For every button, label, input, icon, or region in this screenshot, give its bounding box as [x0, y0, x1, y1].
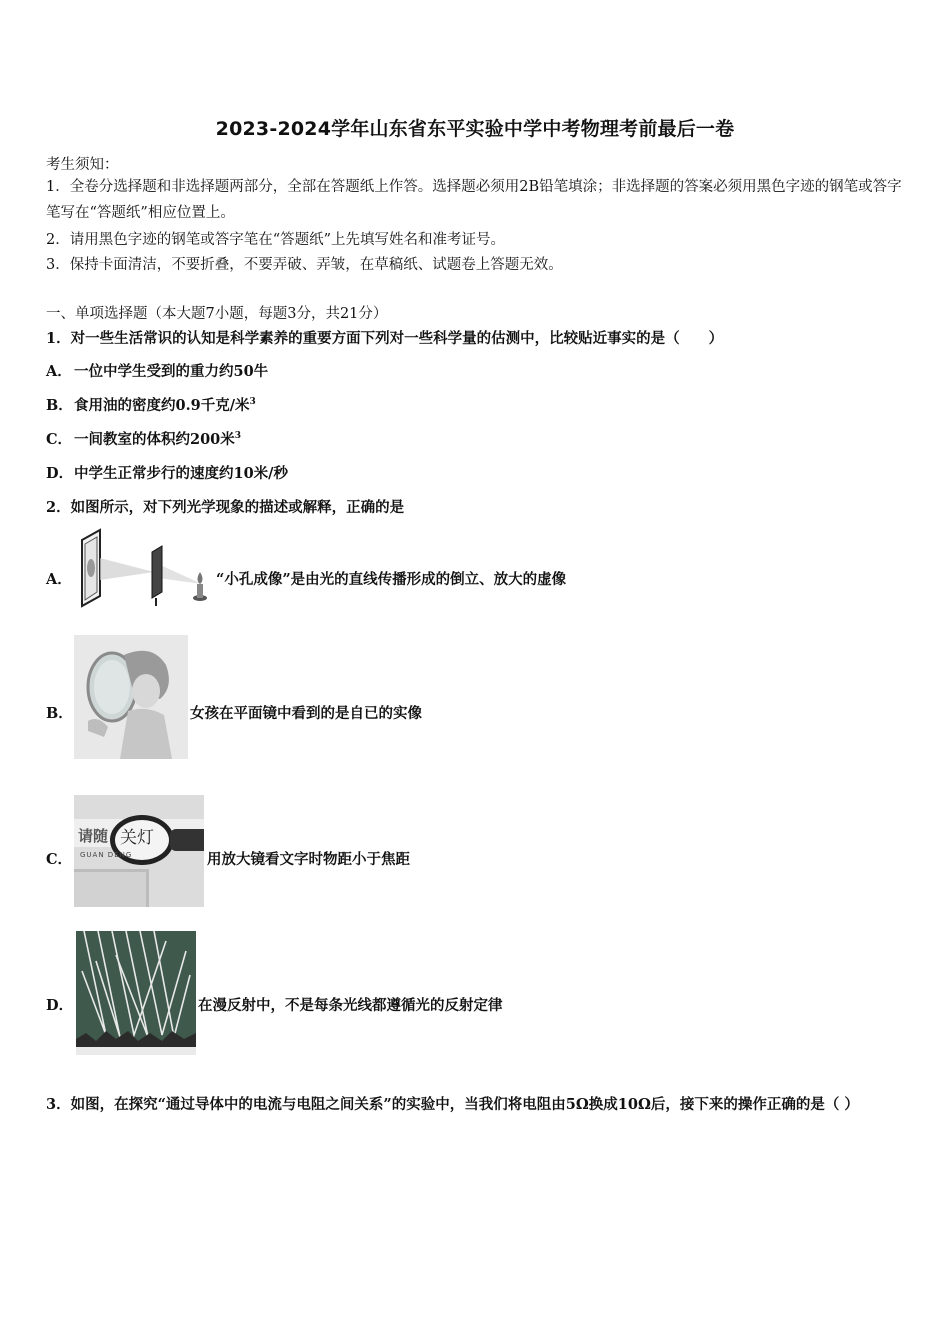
page-title: 2023-2024学年山东省东平实验中学中考物理考前最后一卷 [215, 118, 735, 140]
question-2-stem: 2．如图所示，对下列光学现象的描述或解释，正确的是 [46, 499, 405, 516]
q1-option-b-sup: 3 [249, 397, 256, 408]
q2-option-d-label: D． [46, 997, 74, 1014]
question-1-stem: 1．对一些生活常识的认知是科学素养的重要方面下列对一些科学量的估测中，比较贴近事实的是（ ） [46, 330, 724, 347]
notice-item-1: 1．全卷分选择题和非选择题两部分，全部在答题纸上作答。选择题必须用2B铅笔填涂；非选择题的答案必须用黑色字迹的钢笔或答字笔写在“答题纸”相应位置上。 [46, 179, 902, 221]
q1-option-d-label: D． [46, 465, 74, 482]
q1-option-c-label: C． [46, 431, 73, 448]
notice-heading: 考生须知： [46, 157, 119, 173]
notice-item-3: 3．保持卡面清洁，不要折叠，不要弄破、弄皱，在草稿纸、试题卷上答题无效。 [46, 257, 563, 273]
q2-option-a-label: A． [46, 571, 72, 588]
q1-option-d-text: 中学生正常步行的速度约10米/秒 [74, 465, 288, 482]
q2-option-b-label: B． [46, 705, 73, 722]
magnifier-text-left: 请随 [78, 827, 109, 845]
question-3-stem: 3．如图，在探究“通过导体中的电流与电阻之间关系”的实验中，当我们将电阻由5Ω换成10Ω后，接下来的操作正确的是（ ） [46, 1096, 859, 1113]
q1-option-b-label: B． [46, 397, 73, 414]
girl-mirror-figure [74, 635, 188, 759]
notice-item-2: 2．请用黑色字迹的钢笔或答字笔在“答题纸”上先填写姓名和准考证号。 [46, 232, 506, 248]
q1-option-c-sup: 3 [234, 431, 242, 442]
q2-option-d-text: 在漫反射中，不是每条光线都遵循光的反射定律 [198, 997, 503, 1014]
q1-option-a-label: A． [46, 363, 72, 380]
q1-option-b-text: 食用油的密度约0.9千克/米$^3$ [74, 397, 256, 414]
q2-option-c-label: C． [46, 851, 73, 868]
magnifier-pinyin: GUAN DENG [80, 851, 133, 859]
pinhole-camera-figure [74, 528, 214, 612]
magnifier-text-zoomed: 关灯 [120, 828, 154, 848]
q1-option-a-text: 一位中学生受到的重力约50牛 [74, 363, 269, 380]
section-heading: 一、单项选择题（本大题7小题，每题3分，共21分） [46, 306, 388, 322]
q2-option-b-text: 女孩在平面镜中看到的是自已的实像 [190, 705, 422, 722]
q1-option-c-text: 一间教室的体积约200米$^3$ [74, 431, 242, 448]
q2-option-a-text: “小孔成像”是由光的直线传播形成的倒立、放大的虚像 [216, 571, 567, 588]
diffuse-reflection-figure [76, 931, 196, 1055]
q2-option-c-text: 用放大镜看文字时物距小于焦距 [207, 851, 410, 868]
magnifier-figure [74, 795, 204, 907]
